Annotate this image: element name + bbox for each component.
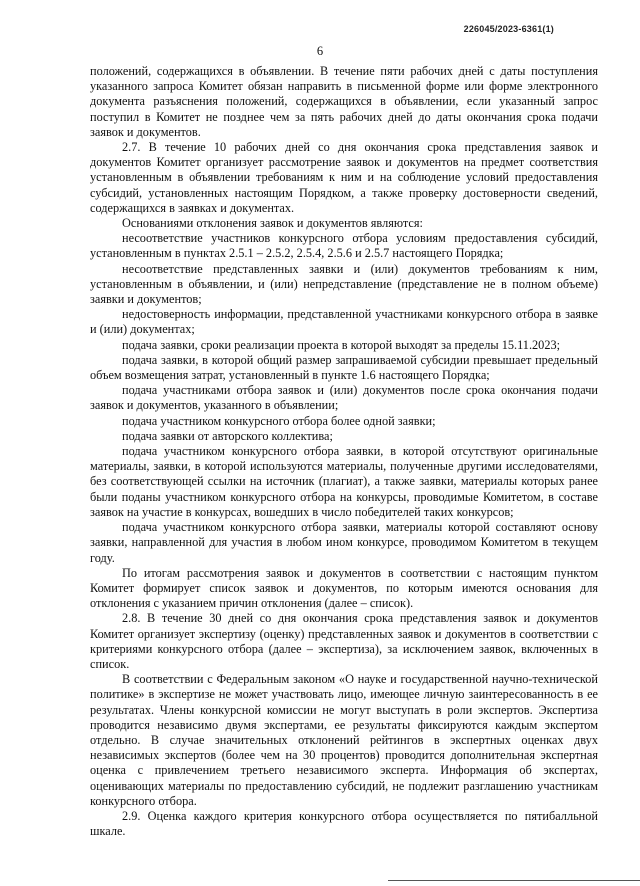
paragraph: подача участниками отбора заявок и (или) документов после срока окончания подачи заявок и документов, указанного в объявлении; xyxy=(90,383,598,413)
document-id: 226045/2023-6361(1) xyxy=(463,24,554,34)
paragraph: несоответствие участников конкурсного отбора условиям предоставления субсидий, установленным в пунктах 2.5.1 – 2.5.2, 2.5.4, 2.5.6 и 2.5.7 настоящего Порядка; xyxy=(90,231,598,261)
paragraph: подача заявки, сроки реализации проекта в которой выходят за пределы 15.11.2023; xyxy=(122,337,561,352)
paragraph: положений, содержащихся в объявлении. В течение пяти рабочих дней с даты поступления указанного запроса Комитет обязан направить в письменной форме или форме электронного документа разъяснения положений, содержащихся в объявлении, если указанный запрос поступил в Комитет не позднее чем за пять рабочих дней до даты окончания срока подачи заявок и документов. xyxy=(90,64,598,139)
paragraph: 2.8. В течение 30 дней со дня окончания срока представления заявок и документов Комитет организует экспертизу (оценку) представленных заявок и документов в соответствии с критериями конкурсного отбора (далее – экспертиза), за исключением заявок, включенных в список. xyxy=(90,611,598,671)
paragraph: подача участником конкурсного отбора заявки, материалы которой составляют основу заявки, направленной для участия в любом ином конкурсе, проводимом Комитетом в текущем году. xyxy=(90,520,598,565)
paragraph: недостоверность информации, представленной участниками конкурсного отбора в заявке и (или) документах; xyxy=(90,307,598,337)
scan-edge-line xyxy=(388,880,640,881)
paragraph: несоответствие представленных заявки и (или) документов требованиям к ним, установленным в объявлении, и (или) непредставление (представление не в полном объеме) заявки и документов; xyxy=(90,261,598,307)
paragraph: подача заявки, в которой общий размер запрашиваемой субсидии превышает предельный объем возмещения затрат, установленный в пункте 1.6 настоящего Порядка; xyxy=(90,352,598,383)
document-body xyxy=(90,64,598,839)
paragraph: Основаниями отклонения заявок и документов являются: xyxy=(122,216,423,231)
paragraph: По итогам рассмотрения заявок и документов в соответствии с настоящим пунктом Комитет формирует список заявок и документов, по которым имеются основания для отклонения с указанием причин отклонения (далее – список). xyxy=(90,565,598,611)
page-number: 6 xyxy=(316,44,324,58)
paragraph: 2.7. В течение 10 рабочих дней со дня окончания срока представления заявок и документов Комитет организует рассмотрение заявок и документов на предмет соответствия установленным в объявлении требованиям к ним и на соблюдение условий предоставления субсидий, установленных настоящим Порядком, а также проверку достоверности сведений, содержащихся в заявках и документах. xyxy=(90,140,598,215)
paragraph: подача участником конкурсного отбора заявки, в которой отсутствуют оригинальные материалы, заявки, в которой используются материалы, полученные другими исследователями, без соответствующей ссылки на источник (плагиат), а также заявки, материалы которых ранее были поданы участником конкурсного отбора на конкурсы, проводимые Комитетом, в составе заявок на участие в конкурсах, вошедших в число победителей таких конкурсов; xyxy=(90,444,598,519)
paragraph: 2.9. Оценка каждого критерия конкурсного отбора осуществляется по пятибалльной шкале. xyxy=(90,808,598,839)
paragraph: подача участником конкурсного отбора более одной заявки; xyxy=(122,413,436,428)
paragraph: подача заявки от авторского коллектива; xyxy=(122,428,333,443)
paragraph: В соответствии с Федеральным законом «О науке и государственной научно-технической политике» в экспертизе не может участвовать лицо, имеющее личную заинтересованность в ее результатах. Члены конкурсной комиссии не могут выступать в роли экспертов. Экспертиза проводится независимо двумя экспертами, ее результаты фиксируются каждым экспертом отдельно. В случае значительных отклонений рейтингов в экспертных оценках двух независимых экспертов (более чем на 30 процентов) проводится дополнительная экспертная оценка с привлечением третьего независимого эксперта. Информация об экспертах, оценивающих материалы по предоставлению субсидий, не подлежит разглашению участникам конкурсного отбора. xyxy=(90,672,598,808)
